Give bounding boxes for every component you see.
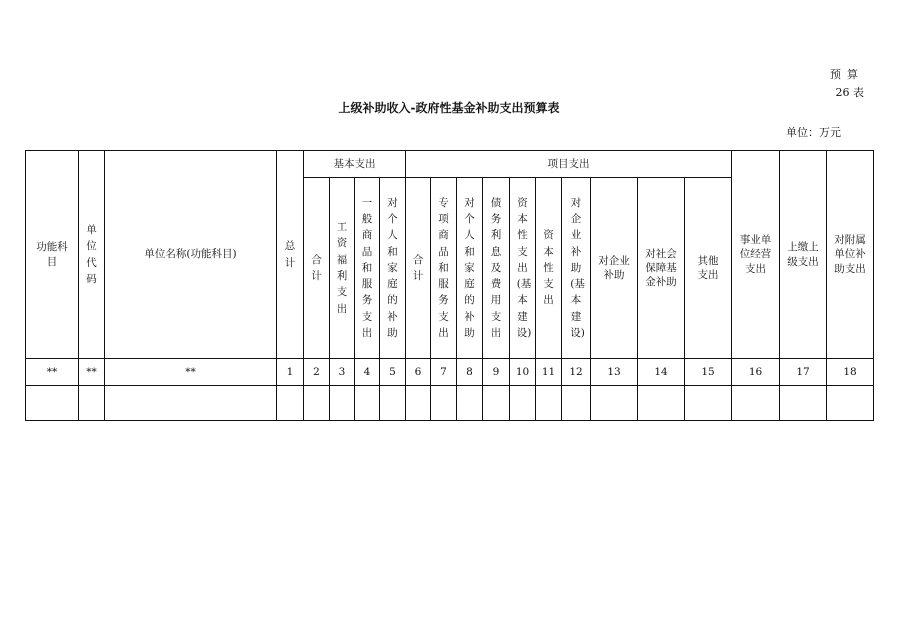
table-cell: 7 <box>431 359 457 386</box>
header-basic-col: 对个人和家庭的补助 <box>380 178 406 359</box>
header-function-subject: 功能科目 <box>26 151 79 359</box>
table-cell: 18 <box>827 359 874 386</box>
table-cell: 12 <box>562 359 591 386</box>
header-project-col: 对企业补助 <box>591 178 638 359</box>
table-cell: 17 <box>780 359 827 386</box>
table-cell <box>827 386 874 421</box>
table-number-row <box>26 359 874 386</box>
table-cell <box>431 386 457 421</box>
table-cell: 2 <box>304 359 330 386</box>
table-cell: 14 <box>638 359 685 386</box>
table-cell <box>277 386 304 421</box>
header-basic-col: 一般商品和服务支出 <box>355 178 380 359</box>
table-number-label: 26 表 <box>835 86 864 99</box>
header-project-col: 专项商品和服务支出 <box>431 178 457 359</box>
header-project-col: 合计 <box>406 178 431 359</box>
table-cell: 9 <box>483 359 510 386</box>
table-cell: 3 <box>330 359 355 386</box>
table-cell: 13 <box>591 359 638 386</box>
unit-label: 单位：万元 <box>786 126 841 139</box>
table-cell <box>79 386 105 421</box>
table-cell <box>780 386 827 421</box>
table-code-label: 预算 <box>830 68 864 81</box>
budget-table <box>25 150 874 421</box>
header-basic-col: 工资福利支出 <box>330 178 355 359</box>
header-project-col: 对个人和家庭的补助 <box>457 178 483 359</box>
table-cell: 6 <box>406 359 431 386</box>
header-project-col: 对企业补助(基本建设) <box>562 178 591 359</box>
table-header-row <box>26 151 874 178</box>
header-extra-col: 上缴上级支出 <box>780 151 827 359</box>
table-cell: 4 <box>355 359 380 386</box>
table-cell <box>457 386 483 421</box>
header-project-col: 对社会保障基金补助 <box>638 178 685 359</box>
header-extra-col: 对附属单位补助支出 <box>827 151 874 359</box>
header-basic-col: 合计 <box>304 178 330 359</box>
table-cell: 1 <box>277 359 304 386</box>
page-title: 上级补助收入-政府性基金补助支出预算表 <box>338 101 560 115</box>
table-cell <box>355 386 380 421</box>
header-extra-col: 事业单位经营支出 <box>732 151 780 359</box>
header-project-col: 资本性支出 <box>536 178 562 359</box>
header-group-basic: 基本支出 <box>304 151 406 178</box>
table-cell <box>105 386 277 421</box>
table-cell: ** <box>79 359 105 386</box>
header-group-project: 项目支出 <box>406 151 732 178</box>
table-cell <box>330 386 355 421</box>
header-total: 总计 <box>277 151 304 359</box>
table-cell: ** <box>105 359 277 386</box>
table-cell <box>26 386 79 421</box>
header-project-col: 其他支出 <box>685 178 732 359</box>
table-cell <box>638 386 685 421</box>
header-unit-code: 单位代码 <box>79 151 105 359</box>
table-cell: ** <box>26 359 79 386</box>
table-cell: 8 <box>457 359 483 386</box>
table-cell <box>536 386 562 421</box>
table-cell <box>685 386 732 421</box>
table-cell: 15 <box>685 359 732 386</box>
table-cell <box>304 386 330 421</box>
table-cell <box>562 386 591 421</box>
table-cell: 16 <box>732 359 780 386</box>
header-unit-name: 单位名称(功能科目) <box>105 151 277 359</box>
table-cell <box>483 386 510 421</box>
table-cell: 10 <box>510 359 536 386</box>
table-cell <box>591 386 638 421</box>
table-row <box>26 386 874 421</box>
header-project-col: 资本性支出(基本建设) <box>510 178 536 359</box>
table-cell: 5 <box>380 359 406 386</box>
table-cell <box>380 386 406 421</box>
table-cell <box>406 386 431 421</box>
table-cell: 11 <box>536 359 562 386</box>
header-project-col: 债务利息及费用支出 <box>483 178 510 359</box>
table-cell <box>510 386 536 421</box>
table-cell <box>732 386 780 421</box>
